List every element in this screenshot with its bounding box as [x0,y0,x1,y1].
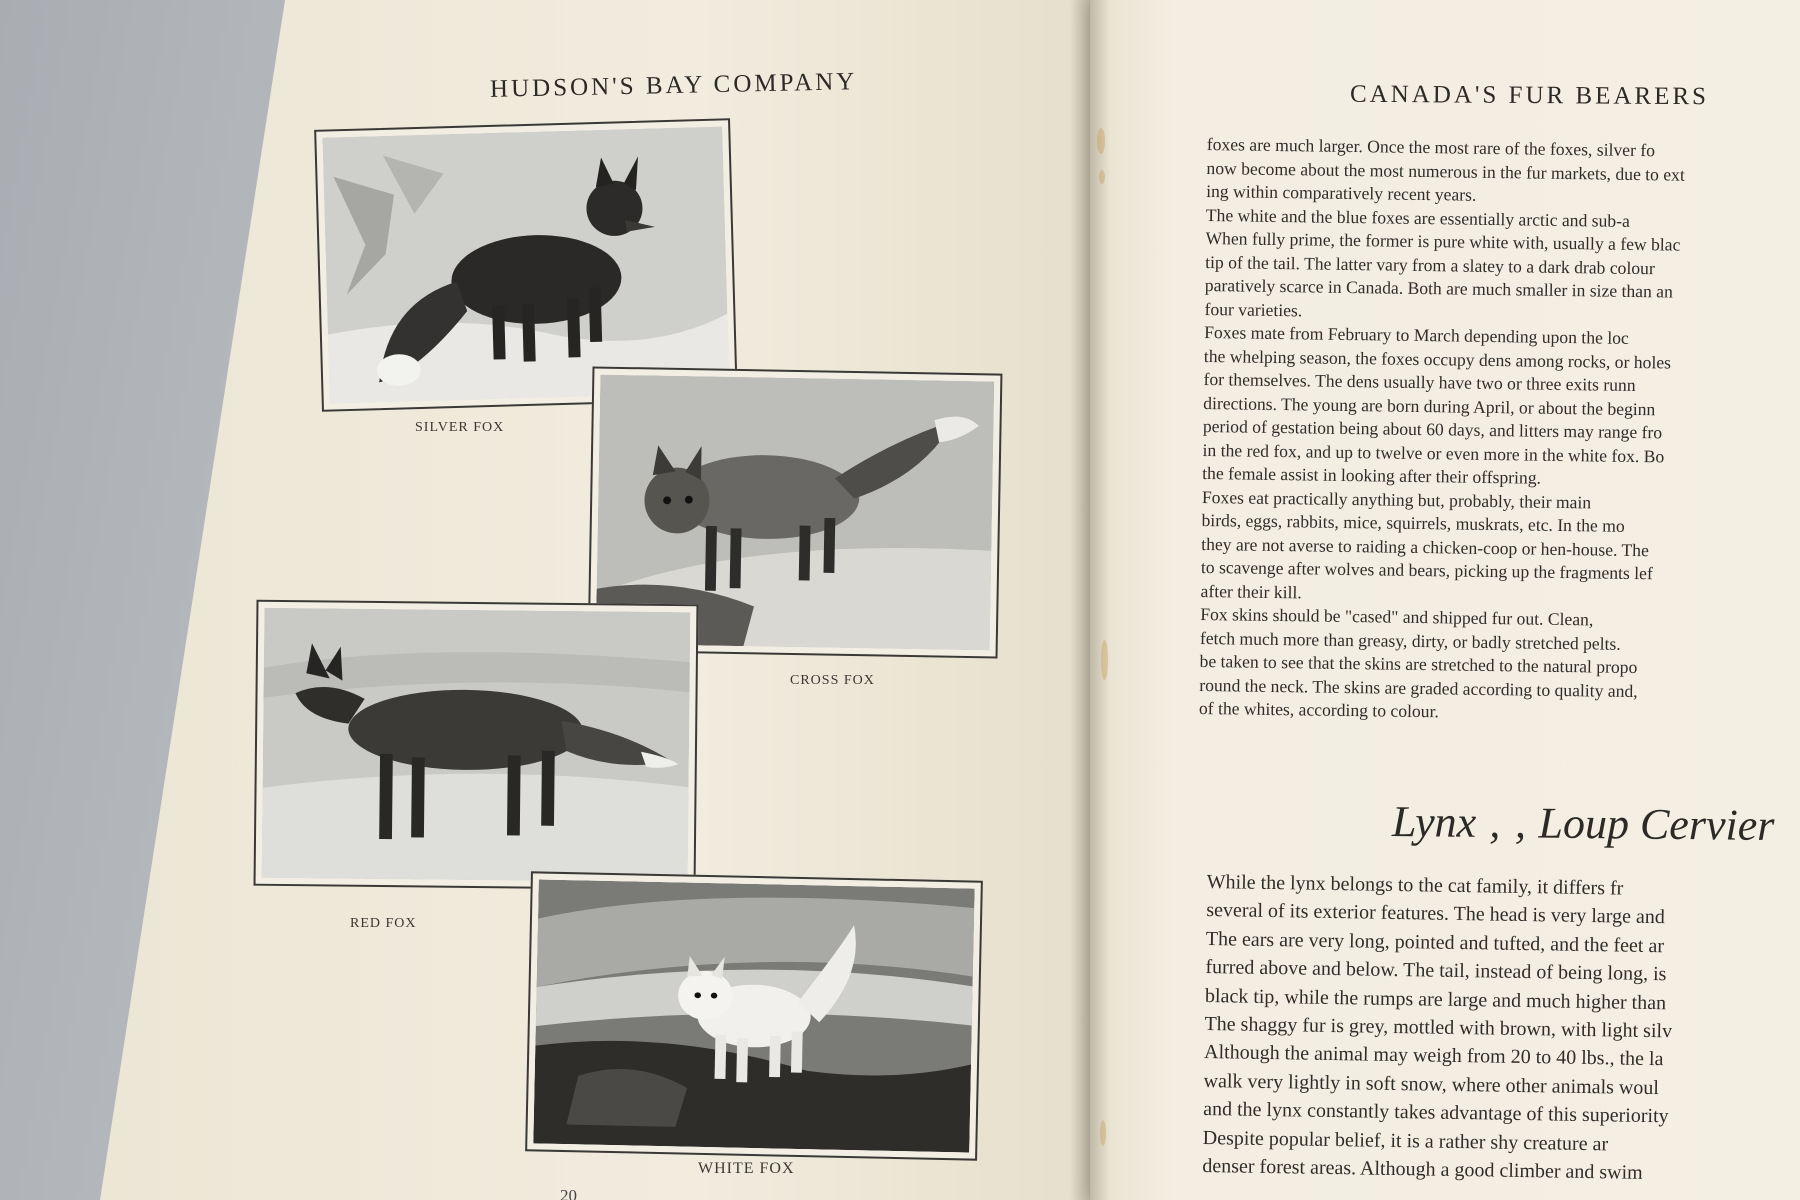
white-fox-photo [525,871,983,1160]
text-line: furred above and below. The tail, instead of being long, is [1205,956,1667,986]
text-line: Fox skins should be "cased" and shipped fur out. Clean, [1200,603,1594,630]
text-line: The white and the blue foxes are essentially arctic and sub-a [1205,204,1631,231]
text-line: The ears are very long, pointed and tufted, and the feet ar [1205,927,1665,957]
right-page-header: CANADA'S FUR BEARERS [1349,80,1710,111]
text-line: While the lynx belongs to the cat family, it differs fr [1206,870,1624,900]
text-line: When fully prime, the former is pure white with, usually a few blac [1205,227,1681,255]
glue-stain [1097,128,1105,154]
text-line: several of its exterior features. The head is very large and [1206,899,1665,929]
red-fox-illustration [262,608,691,882]
silver-fox-illustration [322,126,729,403]
text-line: walk very lightly in soft snow, where other animals woul [1203,1069,1660,1099]
lynx-text-column [1202,868,1800,1190]
silver-fox-caption: SILVER FOX [415,420,505,435]
text-line: black tip, while the rumps are large and much higher than [1204,984,1667,1014]
text-line: the female assist in looking after their offspring. [1202,462,1542,488]
text-line: round the neck. The skins are graded according to quality and, [1199,674,1638,701]
text-line: and the lynx constantly takes advantage of this superiority [1203,1098,1669,1128]
red-fox-caption: RED FOX [350,916,417,931]
text-line: tip of the tail. The latter vary from a slatey to a dark drab colour [1205,251,1655,278]
text-line: birds, eggs, rabbits, mice, squirrels, muskrats, etc. In the mo [1201,509,1625,536]
fox-text-column [1199,133,1800,729]
text-line: ing within comparatively recent years. [1206,180,1477,205]
text-line: The shaggy fur is grey, mottled with brown, with light silv [1204,1013,1673,1043]
text-line: four varieties. [1204,298,1303,320]
text-line: the whelping season, the foxes occupy dens among rocks, or holes [1203,345,1672,372]
text-line: of the whites, according to colour. [1198,697,1439,722]
lynx-section-title: Lynx ‚ ‚ Loup Cervier [1391,796,1775,851]
text-line: paratively scarce in Canada. Both are much smaller in size than an [1204,274,1673,302]
text-line: for themselves. The dens usually have two or three exits runn [1203,368,1636,396]
text-line: fetch much more than greasy, dirty, or badly stretched pelts. [1199,627,1621,654]
text-line: foxes are much larger. Once the most rare of the foxes, silver fo [1206,133,1656,161]
text-line: Despite popular belief, it is a rather shy creature ar [1202,1126,1609,1155]
text-line: Foxes eat practically anything but, probably, their main [1201,486,1592,512]
left-page-header: HUDSON'S BAY COMPANY [489,68,858,103]
text-line: they are not averse to raiding a chicken-coop or hen-house. The [1201,533,1650,560]
page-number: 20 [560,1186,577,1200]
text-line: directions. The young are born during April, or about the beginn [1203,392,1656,419]
white-fox-caption: WHITE FOX [698,1160,795,1177]
white-fox-illustration [533,879,974,1152]
text-line: be taken to see that the skins are stretched to the natural propo [1199,650,1638,678]
text-line: in the red fox, and up to twelve or even more in the white fox. Bo [1202,439,1665,466]
glue-stain [1100,1120,1106,1146]
red-fox-photo [254,600,699,891]
text-line: after their kill. [1200,580,1302,602]
text-line: period of gestation being about 60 days, and litters may range fro [1202,415,1663,443]
text-line: Foxes mate from February to March depending upon the loc [1204,321,1629,348]
glue-stain [1099,170,1105,184]
text-line: denser forest areas. Although a good climber and swim [1202,1155,1643,1184]
glue-stain [1101,640,1108,680]
text-line: to scavenge after wolves and bears, picking up the fragments lef [1200,556,1653,584]
text-line: now become about the most numerous in the fur markets, due to ext [1206,157,1685,185]
cross-fox-caption: CROSS FOX [790,673,875,688]
text-line: Although the animal may weigh from 20 to 40 lbs., the la [1203,1041,1664,1071]
